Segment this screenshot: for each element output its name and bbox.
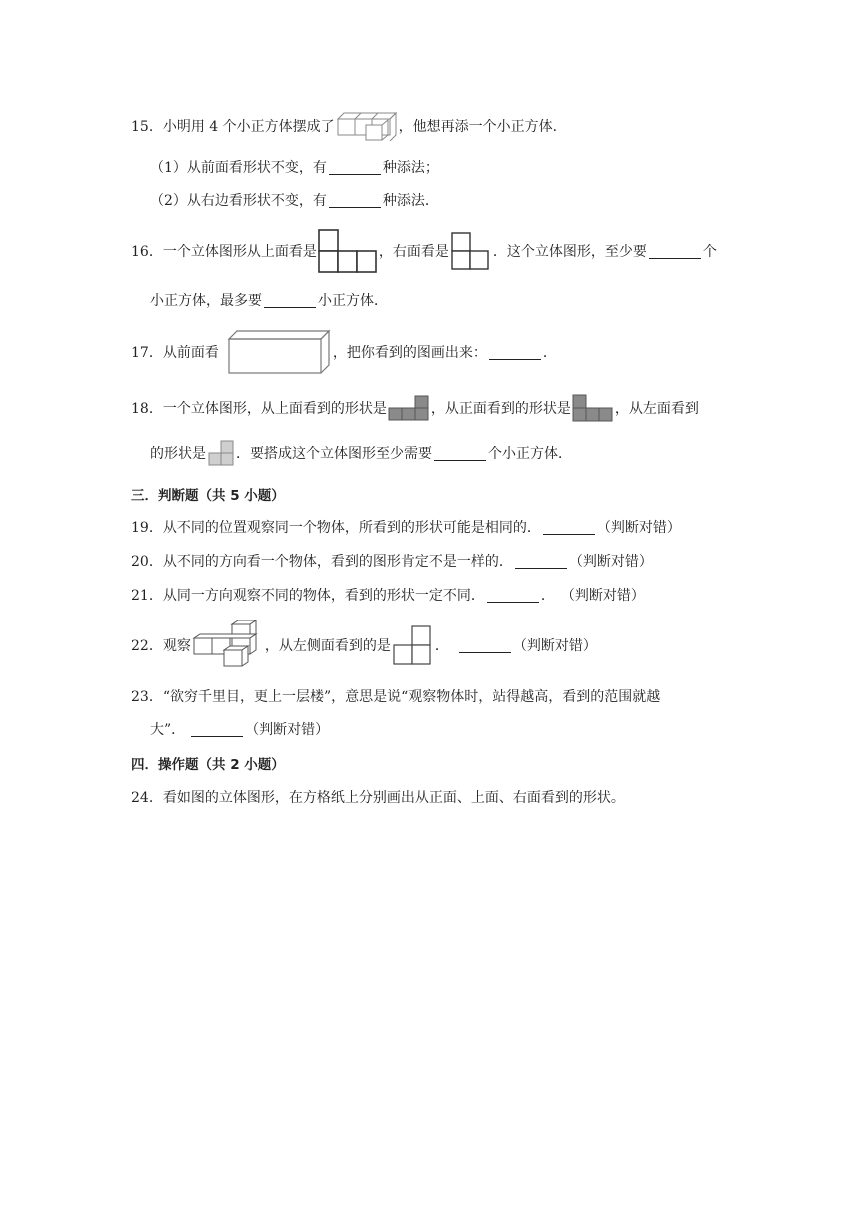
question-text: 观察 [162,638,191,654]
question-text: 个 [702,244,717,260]
answer-blank[interactable] [487,588,539,603]
question-text: 一个立体图形从上面看是 [162,244,317,260]
answer-blank[interactable] [489,345,541,360]
top-view-figure [388,395,430,421]
answer-blank[interactable] [649,244,701,259]
question-text: 从同一方向观察不同的物体，看到的形状一定不同． [162,588,485,604]
question-text: ，从左侧面看到的是 [264,638,391,654]
question-text: 小明用 4 个小正方体摆成了 [162,119,335,135]
question-text: ． [434,638,449,654]
question-text: ． [542,345,557,361]
question-tail: （判断对错） [596,520,681,536]
question-number: 23． [131,689,163,705]
question-number: 24． [131,790,163,806]
question-text: 的形状是 [150,446,206,462]
sub-question-text: （1）从前面看形状不变，有 [150,160,327,176]
answer-blank[interactable] [459,638,511,653]
question-text: ． [540,588,555,604]
answer-blank[interactable] [329,193,381,208]
question-text: 小正方体，最多要 [150,293,262,309]
question-15-sub-1 [150,153,439,181]
question-text: ，从左面看到 [614,401,699,417]
question-23-line-2 [150,715,329,743]
answer-blank[interactable] [515,554,567,569]
four-cube-figure [336,111,398,141]
answer-blank[interactable] [543,520,595,535]
question-18 [131,394,699,422]
question-text: 从前面看 [162,345,219,361]
question-text: 从不同的方向看一个物体，看到的图形肯定不是一样的． [162,554,513,570]
left-side-view-figure [392,624,434,666]
question-text: 看如图的立体图形，在方格纸上分别画出从正面、上面、右面看到的形状。 [162,790,625,806]
cube-stack-figure [192,620,264,670]
right-view-figure [450,231,492,271]
question-text: ，从正面看到的形状是 [430,401,571,417]
question-number: 16． [131,244,163,260]
question-text: 个小正方体． [488,446,572,462]
left-view-figure [207,440,235,466]
question-20 [131,547,653,575]
question-18-line-2 [150,439,572,467]
front-view-figure [572,394,614,422]
question-text: “欲穷千里目，更上一层楼”，意思是说“观察物体时，站得越高，看到的范围就越 [162,689,661,705]
sub-question-text: （2）从右边看形状不变，有 [150,193,327,209]
question-19 [131,513,681,541]
sub-question-text: 种添法； [382,160,439,176]
question-15 [131,112,567,140]
question-17 [131,338,557,366]
question-tail: （判断对错） [560,588,645,604]
question-number: 22． [131,638,163,654]
question-number: 20． [131,554,163,570]
cuboid-figure [227,329,331,375]
question-15-sub-2 [150,186,439,214]
question-16-line-2 [150,286,388,314]
question-16 [131,237,717,265]
question-24 [131,783,625,811]
answer-blank[interactable] [264,293,316,308]
question-21 [131,581,645,609]
section-heading: 三．判断题（共 5 小题） [131,488,285,504]
answer-blank[interactable] [329,160,381,175]
question-text: ．这个立体图形，至少要 [492,244,647,260]
answer-blank[interactable] [434,446,486,461]
question-text: 小正方体． [318,293,388,309]
question-number: 18． [131,401,163,417]
question-tail: （判断对错） [512,638,597,654]
question-tail: （判断对错） [568,554,653,570]
question-text: 从不同的位置观察同一个物体，所看到的形状可能是相同的． [162,520,541,536]
top-view-figure [318,228,378,274]
sub-question-text: 种添法． [382,193,439,209]
question-number: 15． [131,119,163,135]
question-text: ，右面看是 [378,244,449,260]
section-heading: 四．操作题（共 2 小题） [131,757,285,773]
question-number: 17． [131,345,163,361]
question-tail: （判断对错） [245,722,330,738]
question-23 [131,682,660,710]
question-text: 大”． [150,722,186,738]
question-text: ．要搭成这个立体图形至少需要 [236,446,432,462]
question-number: 19． [131,520,163,536]
question-number: 21． [131,588,163,604]
answer-blank[interactable] [191,722,243,737]
question-text: ，把你看到的图画出来： [332,345,487,361]
question-22 [131,631,597,659]
question-text: 一个立体图形，从上面看到的形状是 [162,401,387,417]
question-text: ，他想再添一个小正方体． [398,119,567,135]
